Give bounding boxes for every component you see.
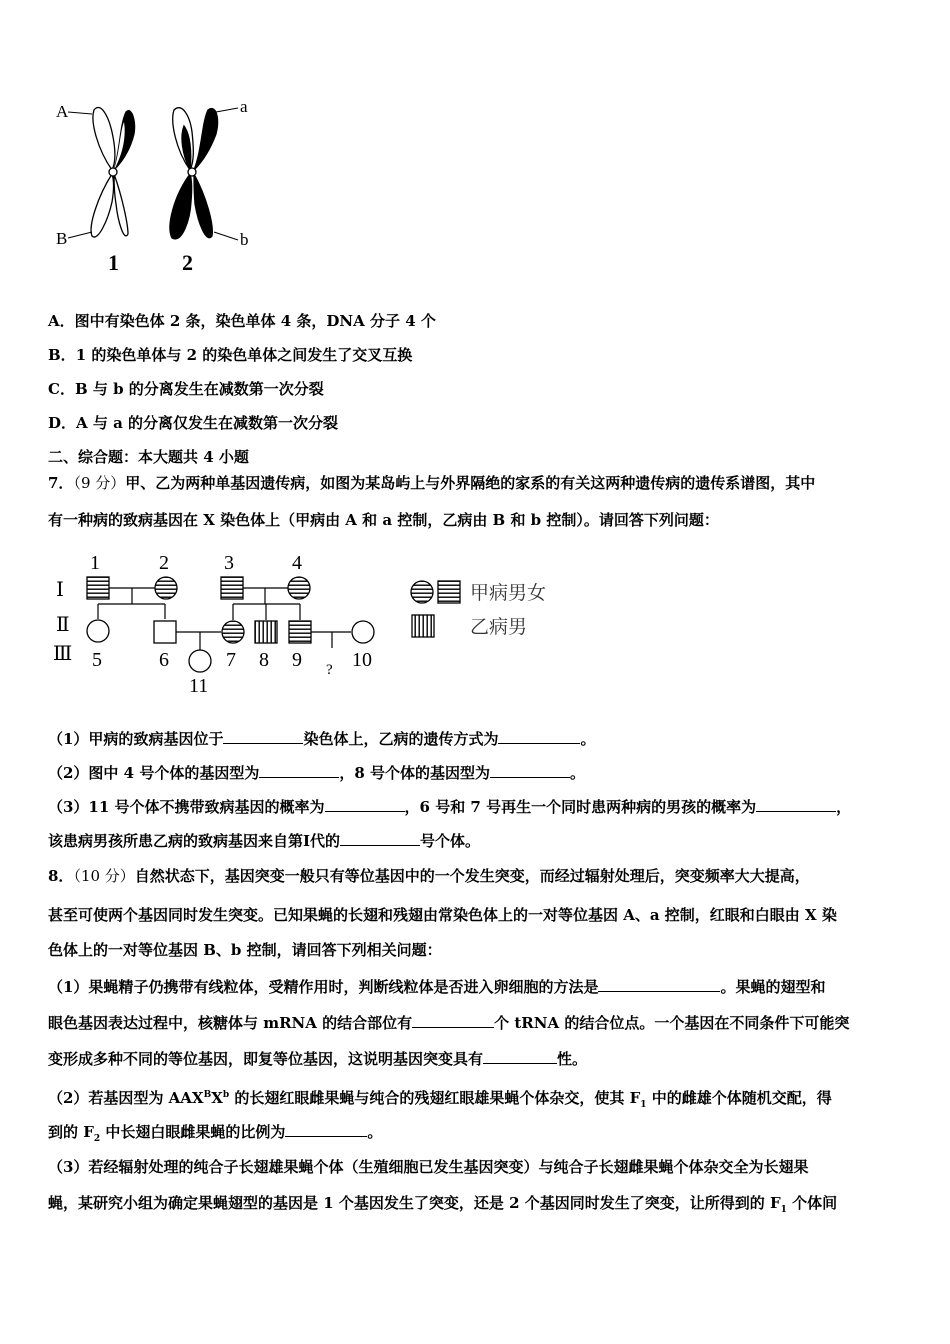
q7-stem-line1: 7．（9 分）甲、乙为两种单基因遗传病，如图为某岛屿上与外界隔绝的家系的有关这两种遗传病的遗传系谱图，其中	[48, 474, 816, 492]
q7-part2: （2）图中 4 号个体的基因型为 ，8 号个体的基因型为 。	[48, 764, 586, 782]
chromosome-2	[170, 108, 218, 239]
q8-part1-line1: （1）果蝇精子仍携带有线粒体，受精作用时，判断线粒体是否进入卵细胞的方法是 。果蝇的翅型和	[48, 978, 826, 996]
pedigree-chart	[50, 548, 570, 698]
svg-text:3: 3	[224, 552, 234, 574]
individual-1	[87, 577, 109, 599]
individual-4	[288, 577, 310, 599]
svg-text:5: 5	[92, 649, 102, 671]
option-d: D．A 与 a 的分离仅发生在减数第一次分裂	[48, 414, 339, 432]
individual-7	[222, 621, 244, 643]
q8-stem-line1: 8．（10 分）自然状态下，基因突变一般只有等位基因中的一个发生突变，而经过辐射处理后，突变频率大大提高，	[48, 867, 810, 885]
q8-stem-line2: 甚至可使两个基因同时发生突变。已知果蝇的长翅和残翅由常染色体上的一对等位基因 A、a 控制，红眼和白眼由 X 染	[48, 906, 837, 924]
option-b: B．1 的染色单体与 2 的染色单体之间发生了交叉互换	[48, 346, 413, 364]
individual-5	[87, 620, 109, 642]
svg-text:10: 10	[352, 649, 372, 671]
label-b: b	[240, 230, 249, 249]
label-A: A	[56, 102, 69, 121]
q7-part3-line2: 该患病男孩所患乙病的致病基因来自第Ⅰ代的 号个体。	[48, 832, 481, 850]
svg-text:6: 6	[159, 649, 169, 671]
q8-part3-line1: （3）若经辐射处理的纯合子长翅雄果蝇个体（生殖细胞已发生基因突变）与纯合子长翅雌果蝇个体杂交全为长翅果	[48, 1158, 809, 1176]
option-c: C．B 与 b 的分离发生在减数第一次分裂	[48, 380, 324, 398]
individual-8	[255, 621, 277, 643]
svg-text:4: 4	[292, 552, 302, 574]
q7-part3-line1: （3）11 号个体不携带致病基因的概率为 ，6 号和 7 号再生一个同时患两种病的男孩的概率为 ，	[48, 798, 852, 816]
section-title: 二、综合题：本大题共 4 小题	[48, 448, 249, 466]
legend-male-disease-b	[412, 615, 434, 637]
q8-stem-line3: 色体上的一对等位基因 B、b 控制，请回答下列相关问题：	[48, 941, 442, 959]
q8-part3-line2: 蝇，某研究小组为确定果蝇翅型的基因是 1 个基因发生了突变，还是 2 个基因同时发生了突变，让所得到的 $F_1$ 个体间	[48, 1194, 838, 1215]
svg-text:9: 9	[292, 649, 302, 671]
generation-3: Ⅲ	[53, 643, 73, 665]
label-a: a	[240, 97, 248, 116]
generation-1: Ⅰ	[56, 579, 64, 601]
svg-text:1: 1	[90, 552, 100, 574]
chromosome-figure	[50, 92, 270, 282]
option-a: A．图中有染色体 2 条，染色单体 4 条，DNA 分子 4 个	[48, 312, 436, 330]
individual-3	[221, 577, 243, 599]
unknown-offspring: ?	[326, 662, 333, 678]
label-B: B	[56, 229, 68, 248]
q8-part2-line1: （2）若基因型为 $AAX^BX^b$ 的长翅红眼雌果蝇与纯合的残翅红眼雄果蝇个体杂交，使其 $F_1$ 中的雌雄个体随机交配，得	[48, 1089, 832, 1110]
q8-part1-line2: 眼色基因表达过程中，核糖体与 mRNA 的结合部位有 个 tRNA 的结合位点。一个基因在不同条件下可能突	[48, 1014, 850, 1032]
q7-part1: （1）甲病的致病基因位于 染色体上，乙病的遗传方式为 。	[48, 730, 596, 748]
chromosome-number-1: 1	[108, 250, 119, 275]
legend-label-1: 甲病男女	[470, 583, 547, 604]
generation-2: Ⅱ	[56, 614, 70, 636]
q8-part1-line3: 变形成多种不同的等位基因，即复等位基因，这说明基因突变具有 性。	[48, 1050, 588, 1068]
svg-text:11: 11	[189, 675, 209, 697]
svg-text:7: 7	[226, 649, 236, 671]
svg-text:2: 2	[159, 552, 169, 574]
legend-male-disease-a	[438, 581, 460, 603]
individual-10	[352, 621, 374, 643]
q8-part2-line2: 到的 $F_2$ 中长翅白眼雌果蝇的比例为 。	[48, 1123, 383, 1144]
individual-11	[189, 650, 211, 672]
svg-text:8: 8	[259, 649, 269, 671]
individual-6	[154, 621, 176, 643]
individual-9	[289, 621, 311, 643]
q7-stem-line2: 有一种病的致病基因在 X 染色体上（甲病由 A 和 a 控制，乙病由 B 和 b 控制）。请回答下列问题：	[48, 511, 719, 529]
legend-label-2: 乙病男	[470, 617, 528, 638]
individual-2	[155, 577, 177, 599]
legend-female-disease-a	[411, 581, 433, 603]
chromosome-number-2: 2	[182, 250, 193, 275]
chromosome-1	[91, 107, 134, 237]
